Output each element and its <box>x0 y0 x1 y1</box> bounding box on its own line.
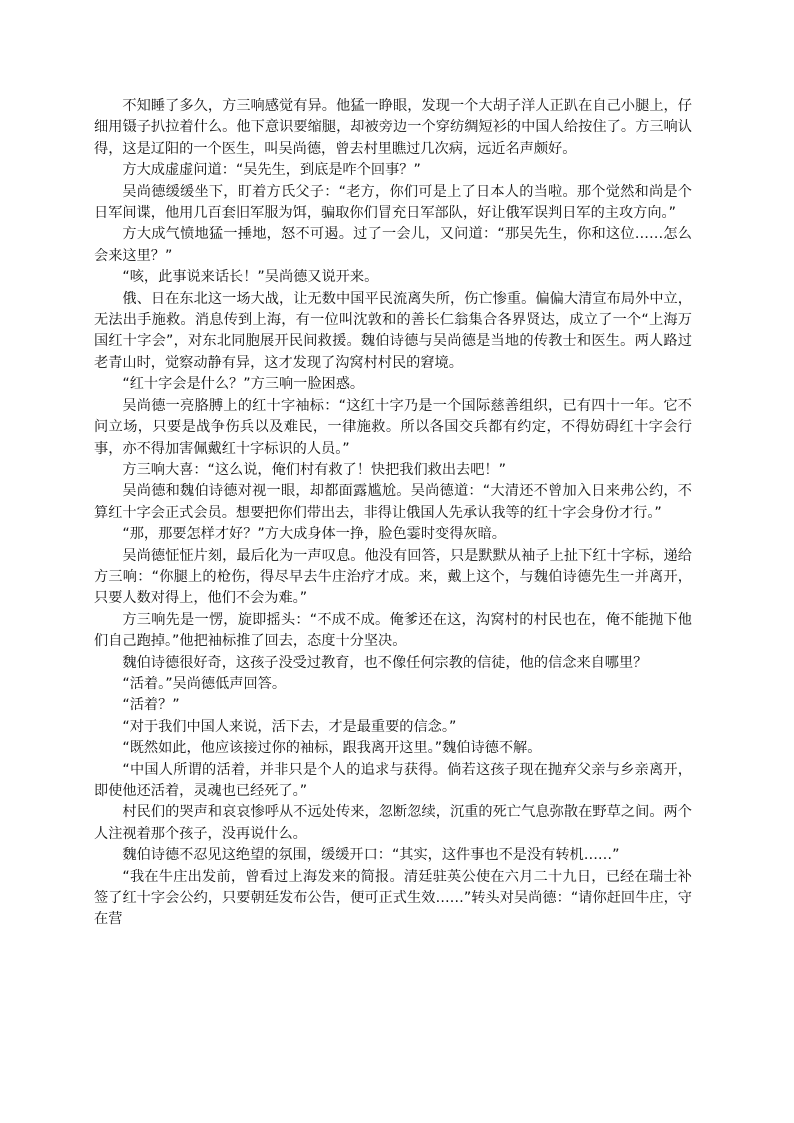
paragraph: 方三响先是一愣，旋即摇头：“不成不成。俺爹还在这，沟窝村的村民也在，俺不能抛下他们自己跑掉。”他把袖标推了回去，态度十分坚决。 <box>94 611 692 650</box>
paragraph: “活着。”吴尚德低声回答。 <box>122 675 287 692</box>
article-body <box>94 96 692 931</box>
paragraph: 方三响大喜：“这么说，俺们村有救了！快把我们救出去吧！” <box>122 461 506 478</box>
paragraph: “那，那要怎样才好？”方大成身体一挣，脸色霎时变得灰暗。 <box>122 526 506 543</box>
paragraph: “活着？” <box>122 697 180 714</box>
paragraph: “对于我们中国人来说，活下去，才是最重要的信念。” <box>122 718 457 735</box>
paragraph: 魏伯诗德很好奇，这孩子没受过教育，也不像任何宗教的信徒，他的信念来自哪里？ <box>122 654 648 671</box>
paragraph: 魏伯诗德不忍见这绝望的氛围，缓缓开口：“其实，这件事也不是没有转机……” <box>122 847 620 864</box>
paragraph: 吴尚德怔怔片刻，最后化为一声叹息。他没有回答，只是默默从袖子上扯下红十字标，递给方三响：“你腿上的枪伤，得尽早去牛庄治疗才成。来，戴上这个，与魏伯诗德先生一并离开，只要人数对得上，他们不会为难。” <box>94 547 692 607</box>
paragraph: 吴尚德一亮胳膊上的红十字袖标：“这红十字乃是一个国际慈善组织，已有四十一年。它不问立场，只要是战争伤兵以及难民，一律施救。所以各国交兵都有约定，不得妨碍红十字会行事，亦不得加害佩戴红十字标识的人员。” <box>94 397 692 457</box>
paragraph: “红十字会是什么？”方三响一脸困惑。 <box>122 376 365 393</box>
paragraph: 吴尚德缓缓坐下，盯着方氏父子：“老方，你们可是上了日本人的当啦。那个觉然和尚是个日军间谍，他用几百套旧军服为饵，骗取你们冒充日军部队，好让俄军误判日军的主攻方向。” <box>94 183 692 222</box>
paragraph: “我在牛庄出发前，曾看过上海发来的简报。清廷驻英公使在六月二十九日，已经在瑞士补签了红十字会公约，只要朝廷发布公告，便可正式生效……”转头对吴尚德：“请你赶回牛庄，守在营 <box>94 868 692 928</box>
paragraph: 村民们的哭声和哀哀惨呼从不远处传来，忽断忽续，沉重的死亡气息弥散在野草之间。两个人注视着那个孩子，没再说什么。 <box>94 804 692 842</box>
paragraph: “既然如此，他应该接过你的袖标，跟我离开这里。”魏伯诗德不解。 <box>122 740 542 757</box>
paragraph: 吴尚德和魏伯诗德对视一眼，却都面露尴尬。吴尚德道：“大清还不曾加入日来弗公约，不算红十字会正式会员。想要把你们带出去，非得让俄国人先承认我等的红十字会身份才行。” <box>94 483 692 521</box>
paragraph: 俄、日在东北这一场大战，让无数中国平民流离失所，伤亡惨重。偏偏大清宣布局外中立，无法出手施救。消息传到上海，有一位叫沈敦和的善长仁翁集合各界贤达，成立了一个“上海万国红十字会”，对东北同胞展开民间救援。魏伯诗德与吴尚德是当地的传教士和医生。两人路过老青山时，觉察动静有异，这才发现了沟窝村村民的窘境。 <box>94 290 692 371</box>
paragraph: “中国人所谓的活着，并非只是个人的追求与获得。倘若这孩子现在抛弃父亲与乡亲离开，即使他还活着，灵魂也已经死了。” <box>94 761 692 799</box>
paragraph: 不知睡了多久，方三响感觉有异。他猛一睁眼，发现一个大胡子洋人正趴在自己小腿上，仔细用镊子扒拉着什么。他下意识要缩腿，却被旁边一个穿纺绸短衫的中国人给按住了。方三响认得，这是辽阳的一个医生，叫吴尚德，曾去村里瞧过几次病，远近名声颇好。 <box>94 98 692 157</box>
paragraph: “咳，此事说来话长！”吴尚德又说开来。 <box>122 269 379 286</box>
paragraph: 方大成虚虚问道：“吴先生，到底是咋个回事？” <box>122 162 421 179</box>
paragraph: 方大成气愤地猛一捶地，怒不可遏。过了一会儿，又问道：“那吴先生，你和这位……怎么会来这里？” <box>94 226 692 264</box>
